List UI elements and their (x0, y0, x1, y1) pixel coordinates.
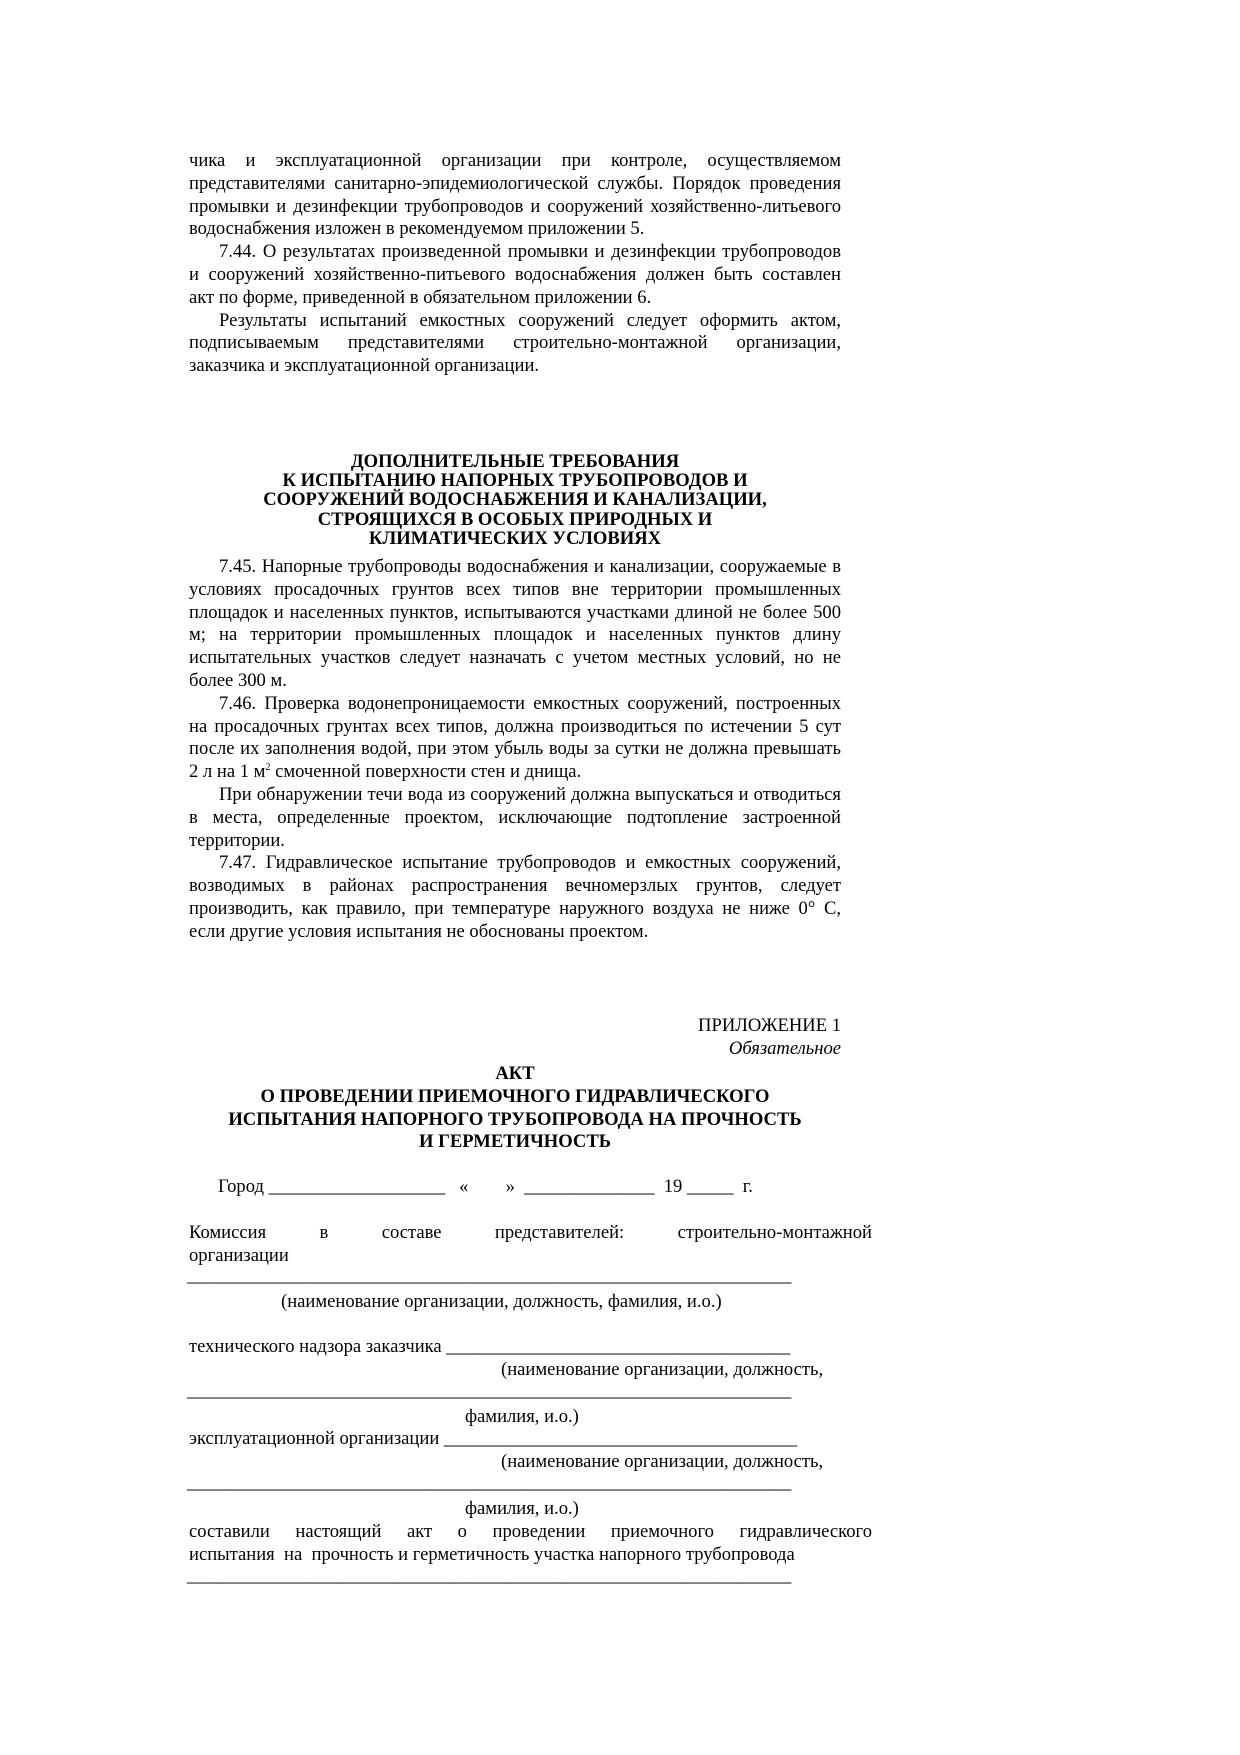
caption-surname-initials: фамилия, и.о.) (465, 1406, 579, 1427)
caption-surname-initials: фамилия, и.о.) (465, 1498, 579, 1519)
heading-line: СООРУЖЕНИЙ ВОДОСНАБЖЕНИЯ И КАНАЛИЗАЦИИ, (263, 489, 767, 511)
paragraph-7-46 (189, 693, 841, 784)
paragraph-7-46-tail: смоченной поверхности стен и днища. (270, 761, 582, 783)
blank-rule-line: _________________________________________________________________ (187, 1565, 792, 1586)
caption-organization-position: (наименование организации, должность, (501, 1451, 824, 1472)
appendix-header (189, 1015, 841, 1061)
act-subtitle-line: И ГЕРМЕТИЧНОСТЬ (418, 1131, 612, 1153)
paragraph-7-46-text: 7.46. Проверка водонепроницаемости емкостных сооружений, построенных на просадочных грунтах всех типов, должна производиться по истечении 5 сут после их заполнения водой, при этом убыль воды за сутки не должна превышать 2 л на 1 м (189, 692, 841, 783)
paragraph-7-47: 7.47. Гидравлическое испытание трубопроводов и емкостных сооружений, возводимых в районах распространения вечномерзлых грунтов, следует производить, как правило, при температуре наружного воздуха не ниже 0° С, если другие условия испытания не обоснованы проектом. (189, 852, 841, 942)
extra-requirements-heading (189, 452, 841, 548)
city-date-line: Город ___________________ « » ______________ 19 _____ г. (218, 1176, 753, 1197)
blank-rule-line: _________________________________________________________________ (187, 1380, 792, 1401)
act-subtitle-line: ИСПЫТАНИЯ НАПОРНОГО ТРУБОПРОВОДА НА ПРОЧНОСТЬ (228, 1108, 802, 1130)
act-title: АКТ (495, 1063, 535, 1084)
blank-rule-line: _________________________________________________________________ (187, 1265, 792, 1286)
organization-word: организации (189, 1245, 289, 1266)
operating-organization-line: эксплуатационной организации ______________________________________ (189, 1428, 798, 1449)
blank-rule-line: _________________________________________________________________ (187, 1472, 792, 1493)
technical-supervision-line: технического надзора заказчика _____________________________________ (189, 1336, 791, 1357)
paragraph-disinfection-procedure: чика и эксплуатационной организации при контроле, осуществляемом представителями санитарно-эпидемиологической службы. Порядок проведения промывки и дезинфекции трубопроводов и сооружений хозяйственно-литьевого водоснабжения изложен в рекомендуемом приложении 5. (189, 150, 841, 240)
caption-organization-position: (наименование организации, должность, (501, 1359, 824, 1380)
heading-line: КЛИМАТИЧЕСКИХ УСЛОВИЯХ (368, 527, 662, 549)
extra-requirements-body (189, 556, 841, 944)
paragraph-7-45: 7.45. Напорные трубопроводы водоснабжения и канализации, сооружаемые в условиях просадочных грунтов всех типов вне территории промышленных площадок и населенных пунктов, испытываются участками длиной не более 500 м; на территории промышленных площадок и населенных пунктов длину испытательных участков следует назначать с учетом местных условий, но не более 300 м. (189, 556, 841, 691)
paragraph-leak-discharge: При обнаружении течи вода из сооружений должна выпускаться и отводиться в места, определенные проектом, исключающие подтопление застроенной территории. (189, 783, 841, 851)
paragraph-7-44: 7.44. О результатах произведенной промывки и дезинфекции трубопроводов и сооружений хозяйственно-питьевого водоснабжения должен быть составлен акт по форме, приведенной в обязательном приложении 6. (189, 241, 841, 308)
heading-line: СТРОЯЩИХСЯ В ОСОБЫХ ПРИРОДНЫХ И (317, 508, 713, 530)
appendix-status: Обязательное (728, 1037, 841, 1059)
commission-line: Комиссия в составе представителей: строительно-монтажной (189, 1222, 872, 1243)
compiled-act-line-2: испытания на прочность и герметичность участка напорного трубопровода (189, 1544, 795, 1565)
act-title-block (189, 1063, 841, 1154)
heading-line: К ИСПЫТАНИЮ НАПОРНЫХ ТРУБОПРОВОДОВ И (282, 470, 748, 492)
compiled-act-line: составили настоящий акт о проведении приемочного гидравлического (189, 1521, 872, 1542)
caption-organization-full: (наименование организации, должность, фамилия, и.о.) (281, 1291, 722, 1312)
appendix-label: ПРИЛОЖЕНИЕ 1 (698, 1015, 841, 1036)
act-subtitle-line: О ПРОВЕДЕНИИ ПРИЕМОЧНОГО ГИДРАВЛИЧЕСКОГО (260, 1085, 770, 1107)
square-meter-superscript: 2 (265, 762, 271, 774)
heading-line: ДОПОЛНИТЕЛЬНЫЕ ТРЕБОВАНИЯ (350, 451, 680, 472)
section-end-block (189, 150, 841, 378)
paragraph-tank-test-results: Результаты испытаний емкостных сооружений следует оформить актом, подписываемым представителями строительно-монтажной организации, заказчика и эксплуатационной организации. (189, 309, 841, 377)
